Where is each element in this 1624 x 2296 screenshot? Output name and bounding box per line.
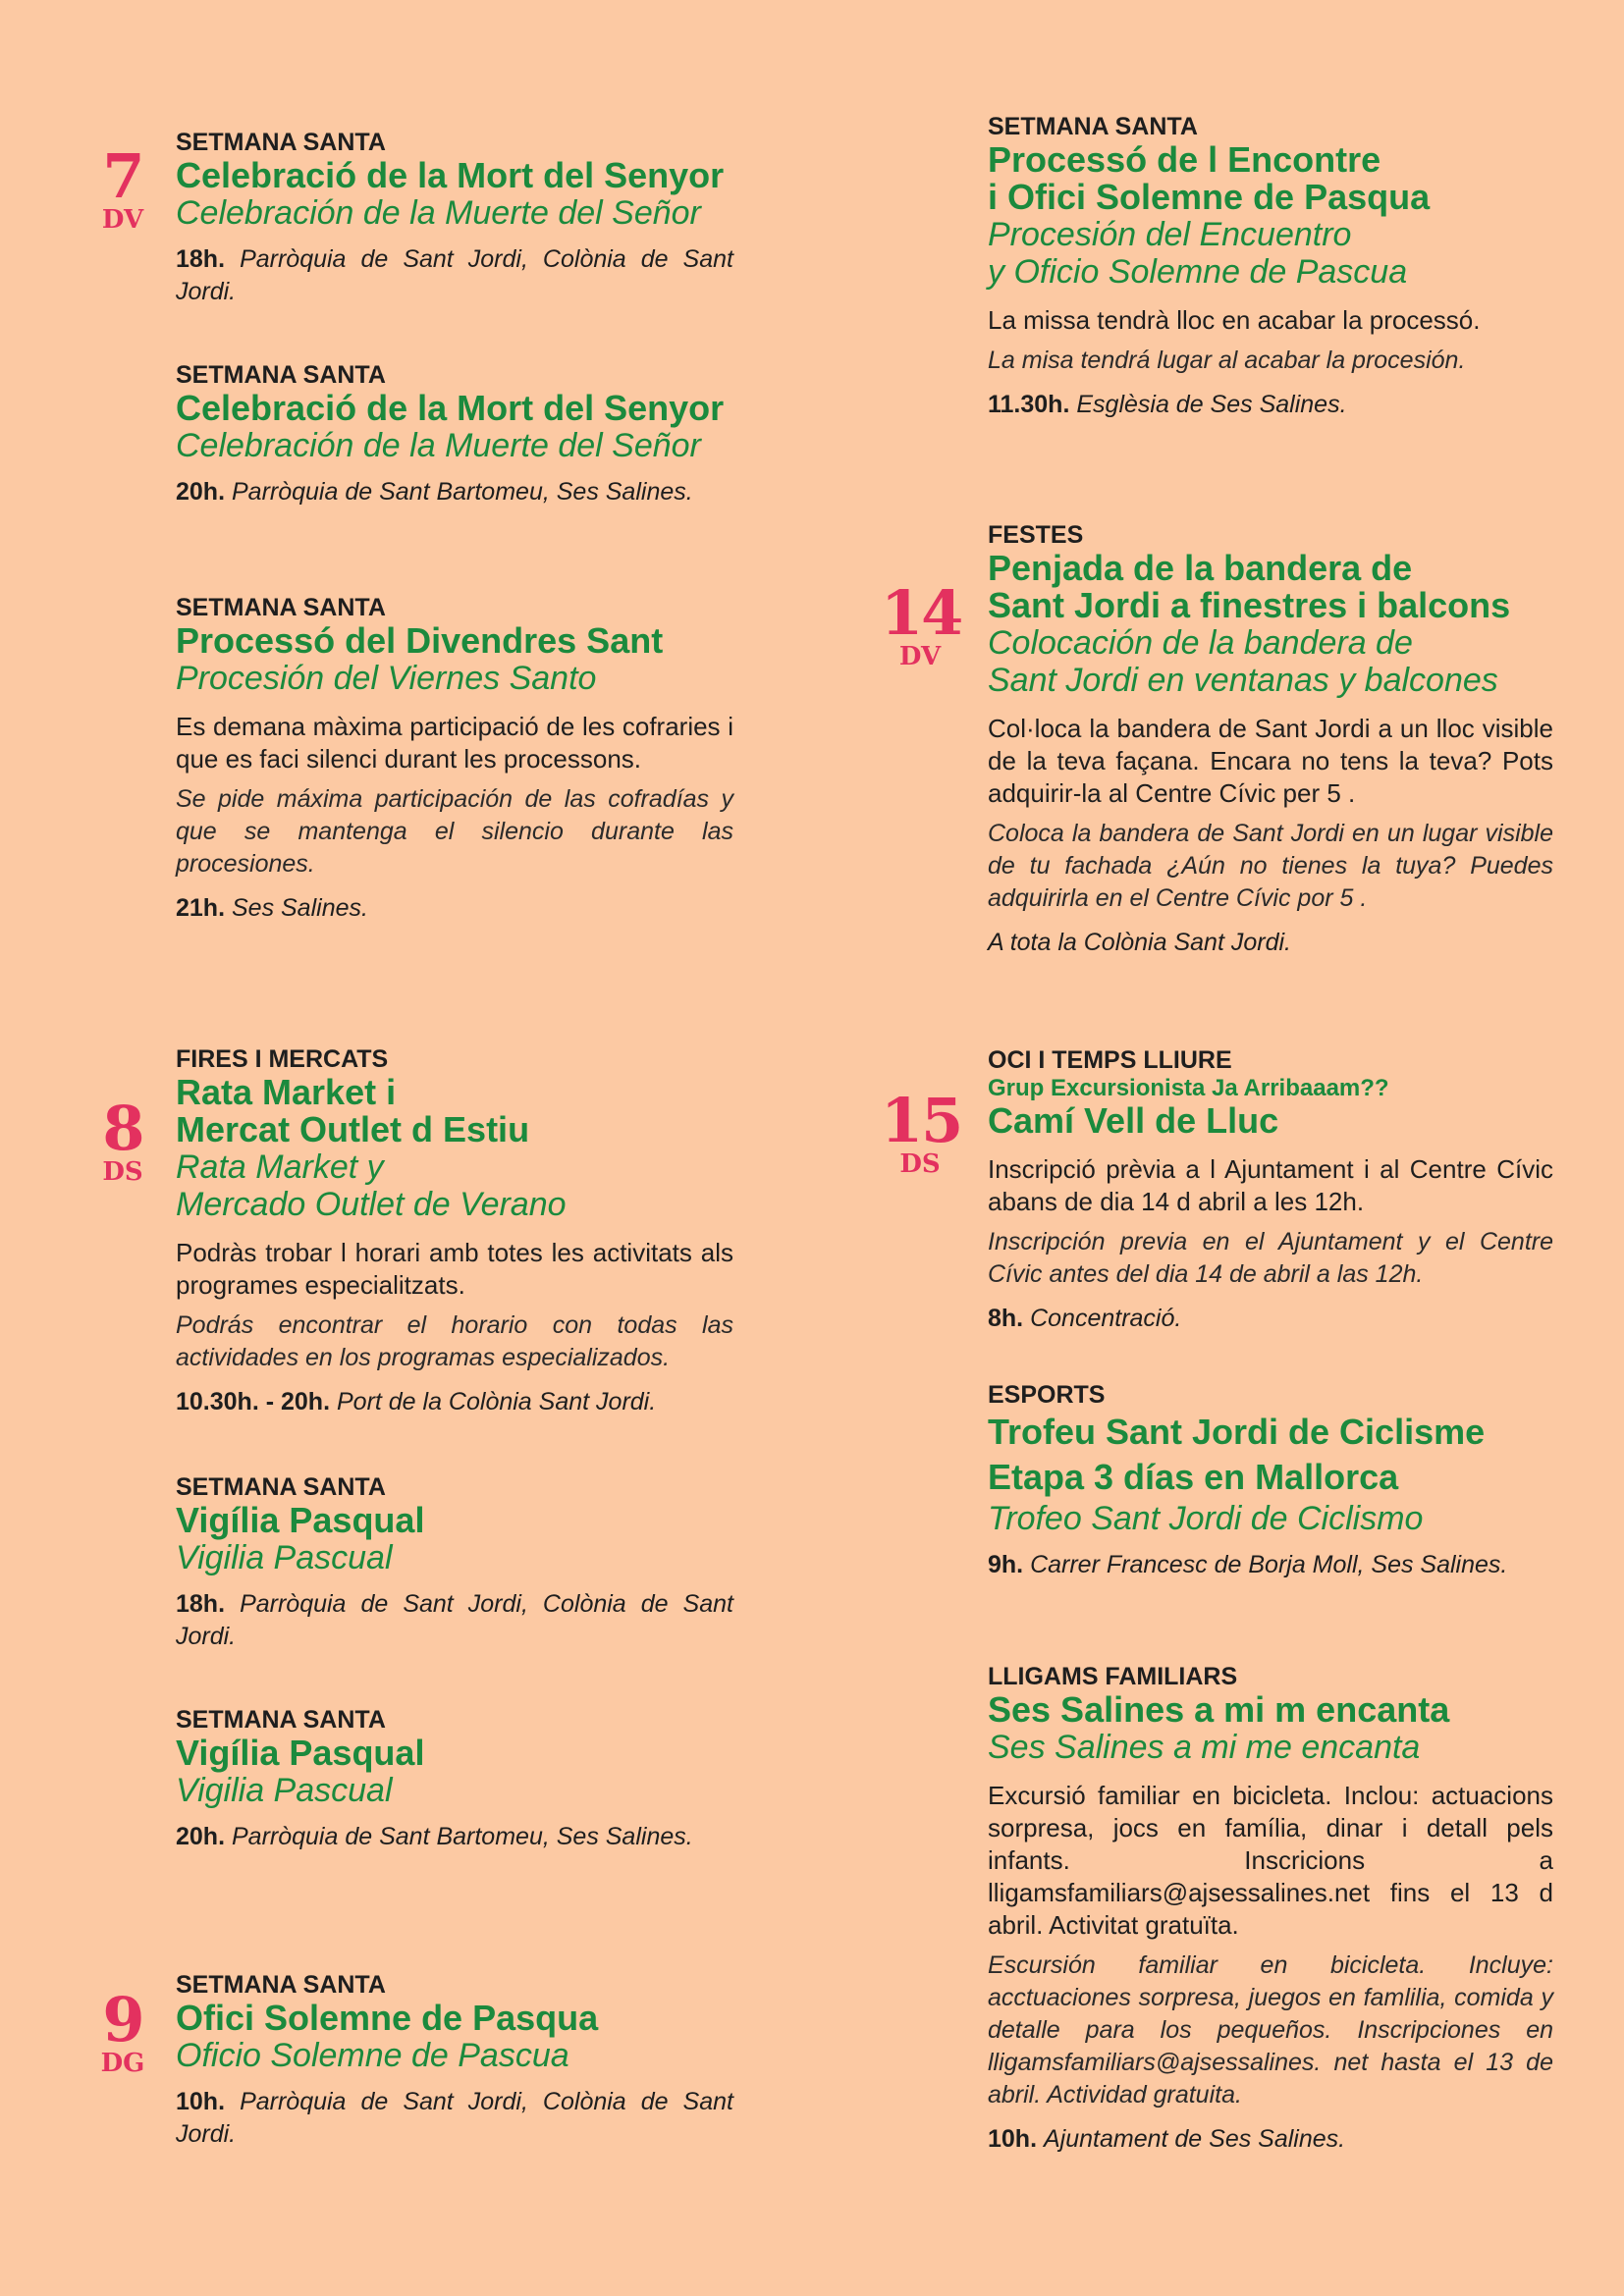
event-place: Ajuntament de Ses Salines.	[1043, 2125, 1346, 2153]
event-title-es: Ses Salines a mi me encanta	[988, 1729, 1421, 1766]
event-time-place	[176, 1821, 733, 1853]
event-title-line-2: Etapa 3 días en Mallorca	[988, 1457, 1399, 1497]
event-title: Camí Vell de Lluc	[988, 1100, 1279, 1141]
event-time-place	[176, 1386, 733, 1418]
day-of-week: DS	[899, 1149, 941, 1179]
day-14	[881, 577, 962, 671]
event-place: Ses Salines.	[231, 894, 368, 922]
event-description: Podràs trobar l horari amb totes les activitats als programes especialitzats.	[176, 1238, 733, 1300]
event-title-es: Trofeo Sant Jordi de Ciclismo	[988, 1500, 1424, 1537]
event-place: Parròquia de Sant Jordi, Colònia de Sant Jordi.	[176, 1590, 733, 1650]
event-title-es-line-2: Mercado Outlet de Verano	[176, 1186, 567, 1223]
event-title: Celebració de la Mort del Senyor	[176, 155, 725, 195]
event-category: FIRES I MERCATS	[176, 1045, 389, 1073]
event-time-place	[988, 1303, 1553, 1335]
event-description-es: La misa tendrá lugar al acabar la procesión.	[988, 347, 1466, 374]
event-time: 10h.	[176, 2088, 226, 2115]
event-place: Parròquia de Sant Bartomeu, Ses Salines.	[231, 478, 693, 506]
event-time-place	[176, 1588, 733, 1653]
event-time: 20h.	[176, 1823, 226, 1850]
event-place: Parròquia de Sant Bartomeu, Ses Salines.	[231, 1823, 693, 1850]
day-number: 14	[881, 577, 962, 649]
event-title-es-line-2: Sant Jordi en ventanas y balcones	[988, 662, 1498, 699]
event-place-line	[988, 927, 1553, 959]
event-category: SETMANA SANTA	[176, 594, 386, 621]
day-of-week: DV	[898, 642, 942, 671]
event-place: A tota la Colònia Sant Jordi.	[988, 929, 1291, 956]
event-card	[988, 112, 1553, 421]
event-description: Es demana màxima participació de les cofraries i que es faci silenci durant les processons.	[176, 712, 733, 774]
event-title: Vigília Pasqual	[176, 1733, 425, 1773]
event-time-place	[988, 2123, 1553, 2156]
event-place: Esglèsia de Ses Salines.	[1076, 391, 1347, 418]
event-title-es-line-1: Rata Market y	[176, 1148, 384, 1186]
event-description: La missa tendrà lloc en acabar la processó.	[988, 305, 1481, 335]
event-title-line-2: Mercat Outlet d Estiu	[176, 1109, 530, 1149]
event-card	[176, 593, 733, 925]
event-description-es: Escursión familiar en bicicleta. Incluye: acctuaciones sorpresa, juegos en famlilia, comida y detalle para los pequeños. Inscripciones en lligamsfamiliars@ajsessalines. net hasta el 13 de abril. Actividad gratuita.	[988, 1951, 1553, 2109]
event-place: Port de la Colònia Sant Jordi.	[336, 1388, 657, 1415]
event-category: SETMANA SANTA	[176, 1473, 386, 1501]
event-category: LLIGAMS FAMILIARS	[988, 1663, 1238, 1690]
day-number: 15	[881, 1085, 962, 1156]
day-number: 7	[102, 140, 143, 212]
event-place: Concentració.	[1030, 1305, 1182, 1332]
day-7	[83, 140, 162, 235]
event-title-es: Vigilia Pascual	[176, 1772, 393, 1809]
event-category: FESTES	[988, 521, 1084, 549]
event-time: 11.30h.	[988, 391, 1070, 418]
event-description-es: Inscripción previa en el Ajuntament y el Centre Cívic antes del dia 14 de abril a las 12h.	[988, 1228, 1553, 1288]
event-title: Processó del Divendres Sant	[176, 620, 664, 661]
day-number: 9	[102, 1984, 143, 2056]
event-card	[176, 360, 733, 508]
event-organizer: Grup Excursionista Ja Arribaaam??	[988, 1075, 1389, 1101]
event-time: 18h.	[176, 1590, 226, 1618]
event-title-line-2: i Ofici Solemne de Pasqua	[988, 177, 1431, 217]
event-time-place	[988, 1549, 1553, 1581]
event-category: SETMANA SANTA	[988, 113, 1198, 140]
day-of-week: DS	[102, 1157, 143, 1187]
event-title-es-line-1: Procesión del Encuentro	[988, 216, 1352, 253]
event-title-es: Vigilia Pascual	[176, 1539, 393, 1576]
event-place: Parròquia de Sant Jordi, Colònia de Sant Jordi.	[176, 245, 733, 305]
event-title-line-1: Rata Market i	[176, 1072, 397, 1112]
event-time: 10h.	[988, 2125, 1038, 2153]
day-9	[83, 1984, 162, 2078]
event-time-place	[176, 243, 733, 308]
event-title-es: Oficio Solemne de Pascua	[176, 2037, 569, 2074]
event-time-place	[176, 892, 733, 925]
event-card	[176, 128, 733, 308]
event-time: 21h.	[176, 894, 226, 922]
event-category: SETMANA SANTA	[176, 1706, 386, 1734]
event-category: OCI I TEMPS LLIURE	[988, 1046, 1232, 1074]
event-place: Parròquia de Sant Jordi, Colònia de Sant Jordi.	[176, 2088, 733, 2148]
event-title-es: Celebración de la Muerte del Señor	[176, 427, 701, 464]
event-time: 10.30h. - 20h.	[176, 1388, 331, 1415]
event-title-line-1: Trofeu Sant Jordi de Ciclisme	[988, 1412, 1486, 1452]
event-title-es: Celebración de la Muerte del Señor	[176, 194, 701, 232]
event-title: Celebració de la Mort del Senyor	[176, 388, 725, 428]
event-card	[176, 1472, 733, 1653]
event-category: SETMANA SANTA	[176, 1971, 386, 1999]
event-title-line-1: Penjada de la bandera de	[988, 548, 1413, 588]
event-card	[988, 1380, 1553, 1581]
event-time: 9h.	[988, 1551, 1024, 1578]
day-of-week: DG	[100, 2049, 145, 2078]
event-card	[988, 1662, 1553, 2156]
event-time-place	[988, 389, 1553, 421]
event-time: 20h.	[176, 478, 226, 506]
day-number: 8	[102, 1093, 143, 1164]
event-category: SETMANA SANTA	[176, 361, 386, 389]
event-title-line-1: Processó de l Encontre	[988, 139, 1381, 180]
event-time: 8h.	[988, 1305, 1024, 1332]
day-15	[881, 1085, 962, 1179]
event-card	[176, 1044, 733, 1418]
event-time-place	[176, 2086, 733, 2151]
event-title-es-line-1: Colocación de la bandera de	[988, 624, 1413, 662]
event-title: Ses Salines a mi m encanta	[988, 1689, 1450, 1730]
event-description-es: Coloca la bandera de Sant Jordi en un lugar visible de tu fachada ¿Aún no tienes la tuya? Puedes adquirirla en el Centre Cívic por 5 .	[988, 820, 1553, 912]
event-description-es: Se pide máxima participación de las cofradías y que se mantenga el silencio durante las procesiones.	[176, 785, 733, 878]
event-time-place	[176, 476, 733, 508]
day-of-week: DV	[101, 205, 144, 235]
event-description: Inscripció prèvia a l Ajuntament i al Centre Cívic abans de dia 14 d abril a les 12h.	[988, 1154, 1553, 1216]
event-title-es-line-2: y Oficio Solemne de Pascua	[988, 253, 1408, 291]
event-description: Col·loca la bandera de Sant Jordi a un lloc visible de la teva façana. Encara no tens la teva? Pots adquirir-la al Centre Cívic per 5 .	[988, 714, 1553, 808]
event-title: Ofici Solemne de Pasqua	[176, 1998, 599, 2038]
event-title: Vigília Pasqual	[176, 1500, 425, 1540]
event-description: Excursió familiar en bicicleta. Inclou: actuacions sorpresa, jocs en família, dinar i detall pels infants. Inscricions a lligamsfamiliars@ajsessalines.net fins el 13 d abril. Activitat gratuïta.	[988, 1781, 1553, 1940]
day-8	[83, 1093, 162, 1187]
event-title-es: Procesión del Viernes Santo	[176, 660, 597, 697]
event-title-line-2: Sant Jordi a finestres i balcons	[988, 585, 1511, 625]
event-card	[988, 1045, 1553, 1335]
event-category: SETMANA SANTA	[176, 129, 386, 156]
event-description-es: Podrás encontrar el horario con todas las actividades en los programas especializados.	[176, 1311, 733, 1371]
event-category: ESPORTS	[988, 1381, 1106, 1409]
event-time: 18h.	[176, 245, 226, 273]
event-card	[176, 1705, 733, 1853]
event-card	[176, 1970, 733, 2151]
event-place: Carrer Francesc de Borja Moll, Ses Salines.	[1030, 1551, 1508, 1578]
event-card	[988, 520, 1553, 959]
